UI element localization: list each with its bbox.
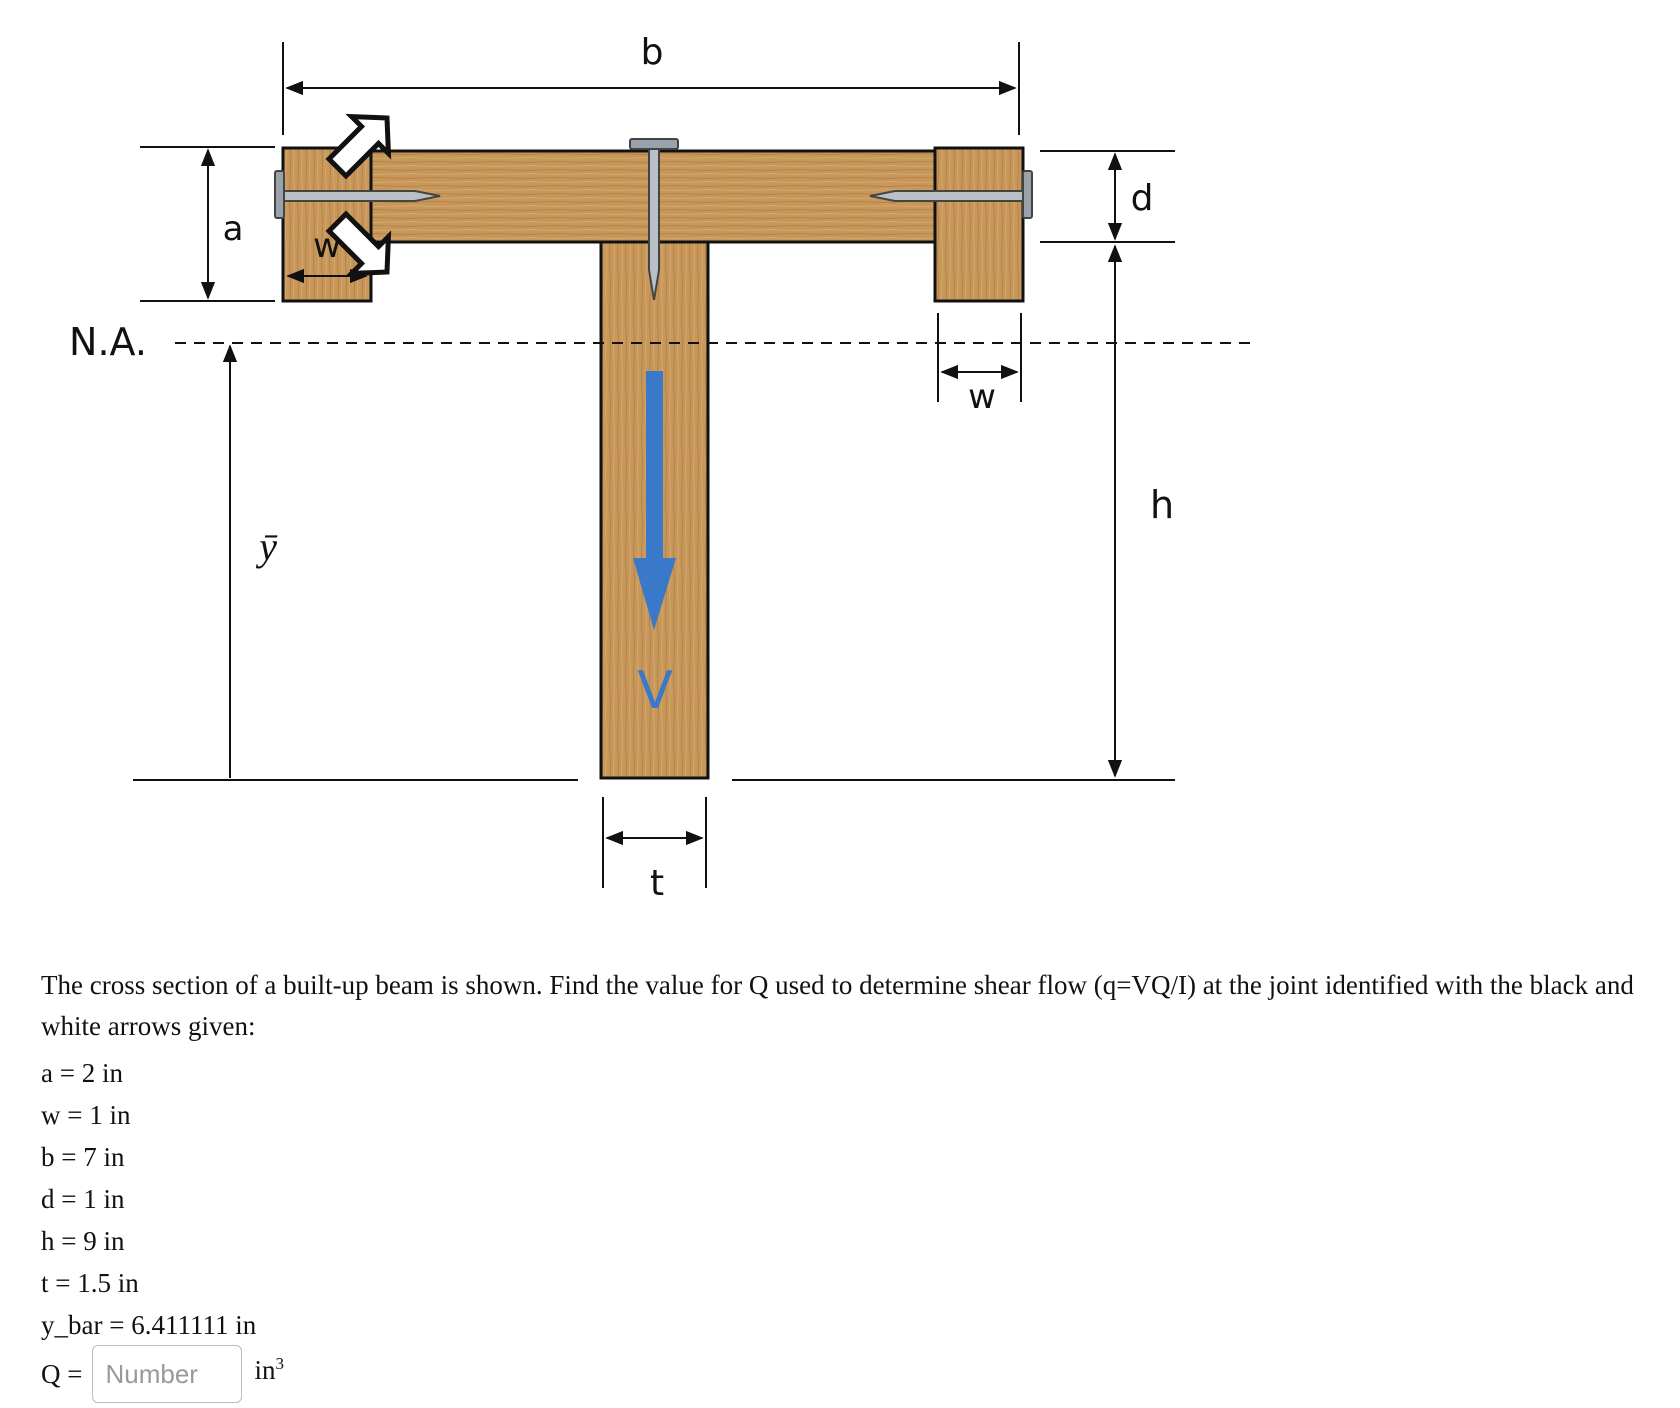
given-h: h = 9 in <box>41 1226 125 1256</box>
dimension-b <box>283 32 1019 135</box>
given-b: b = 7 in <box>41 1142 125 1172</box>
dimension-d <box>1040 151 1175 242</box>
label-w-right: w <box>968 377 996 417</box>
label-t: t <box>649 863 665 904</box>
answer-unit-base: in <box>254 1355 276 1385</box>
given-a: a = 2 in <box>41 1058 123 1088</box>
dimension-t <box>603 797 706 904</box>
label-a: a <box>222 209 244 249</box>
label-ybar: ȳ <box>259 524 277 569</box>
label-d: d <box>1130 178 1154 219</box>
label-w-left: w <box>313 226 341 266</box>
label-h: h <box>1149 483 1175 527</box>
dimension-ybar <box>133 346 578 780</box>
label-na: N.A. <box>69 320 147 364</box>
given-ybar: y_bar = 6.411111 in <box>41 1310 257 1340</box>
q-answer-input[interactable] <box>92 1345 242 1403</box>
dimension-a <box>140 147 275 301</box>
right-side-block <box>935 148 1023 301</box>
given-w: w = 1 in <box>41 1100 131 1130</box>
answer-unit <box>254 1354 284 1386</box>
dimension-h <box>732 246 1175 780</box>
given-d: d = 1 in <box>41 1184 125 1214</box>
dimension-w-right <box>938 313 1021 417</box>
label-b: b <box>640 32 664 73</box>
answer-row <box>41 1345 284 1403</box>
answer-label: Q = <box>41 1358 83 1389</box>
answer-unit-exponent: 3 <box>275 1354 284 1373</box>
given-t: t = 1.5 in <box>41 1268 139 1298</box>
problem-statement: The cross section of a built-up beam is shown. Find the value for Q used to determine shear flow (q=VQ/I) at the joint identified with the black and white arrows given: <box>41 970 1634 1041</box>
label-v: V <box>637 661 673 721</box>
